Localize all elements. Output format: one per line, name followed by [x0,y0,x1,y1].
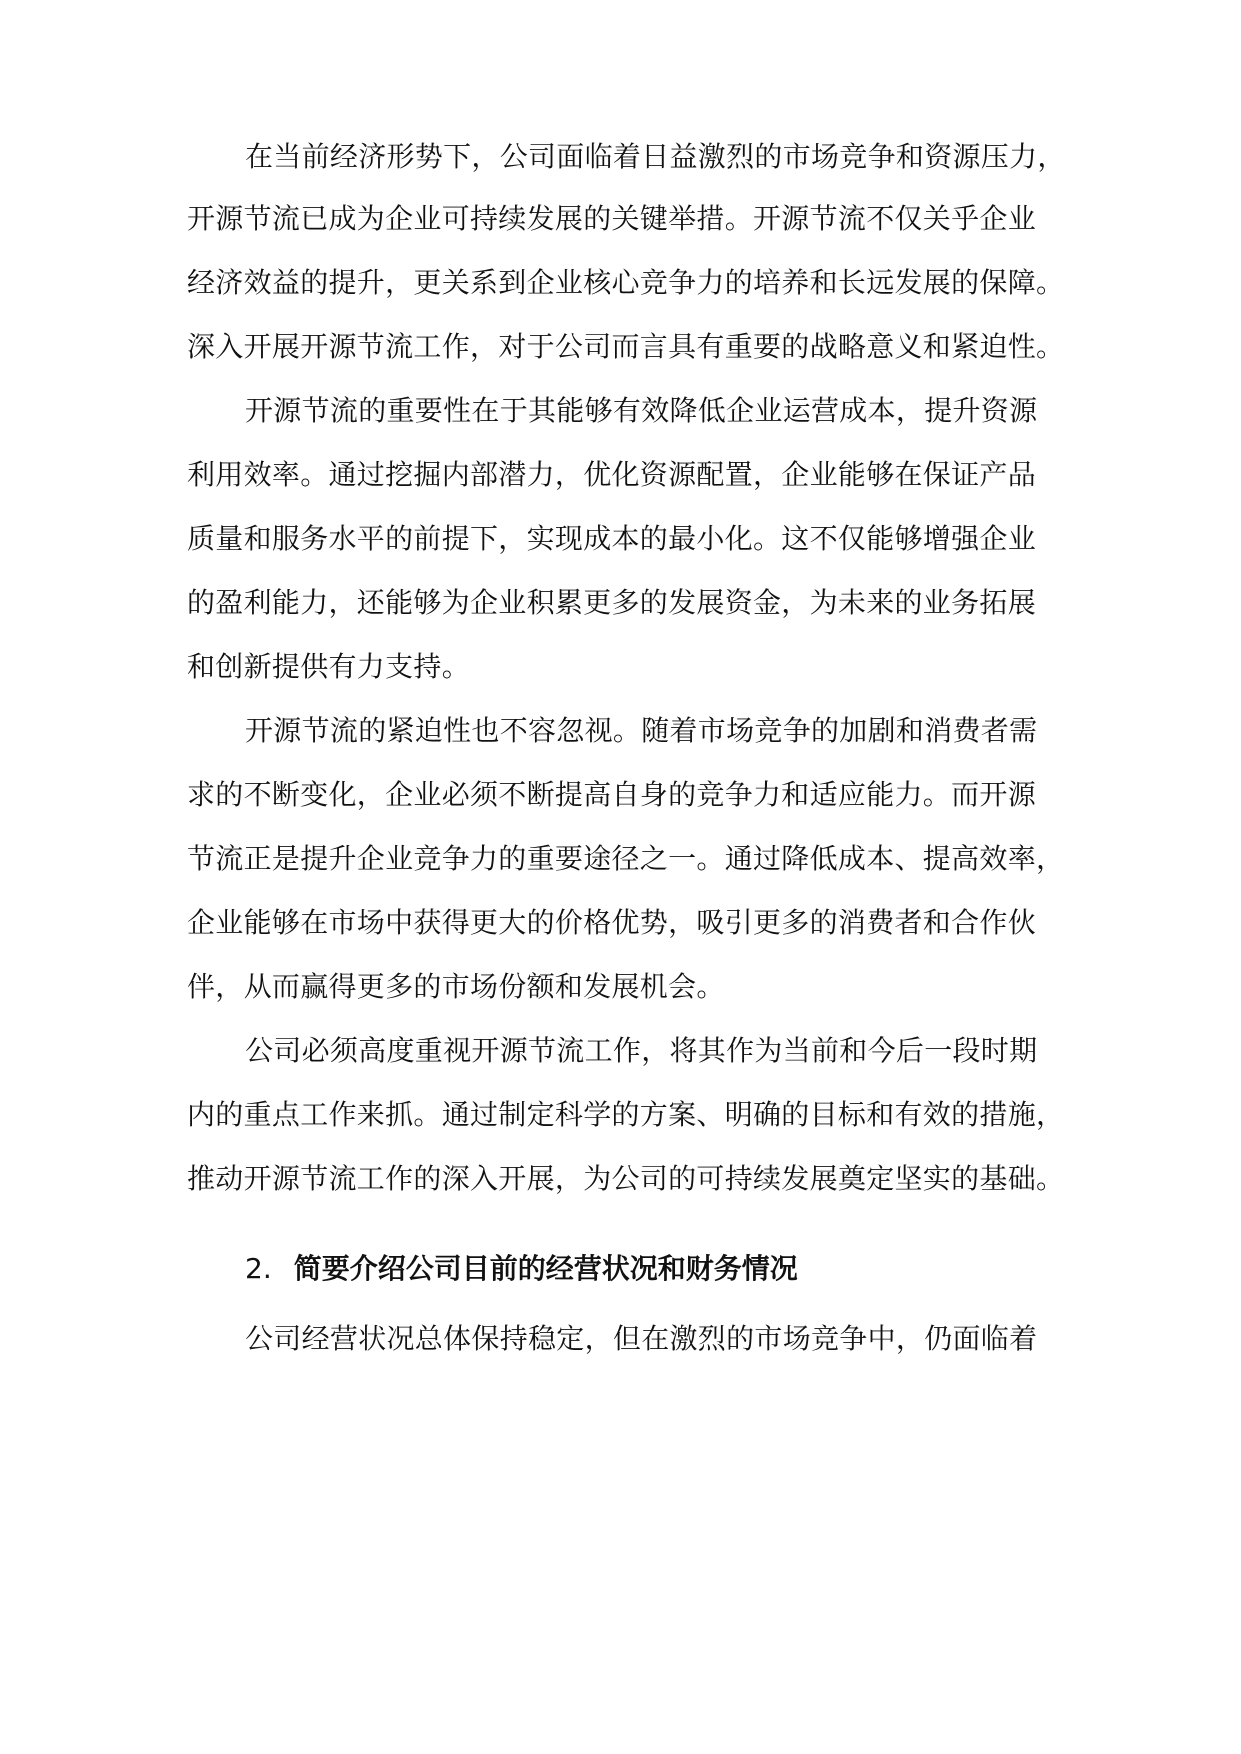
paragraph-3-line-5: 伴，从而赢得更多的市场份额和发展机会。 [187,970,725,1003]
paragraph-3-line-1: 开源节流的紧迫性也不容忽视。随着市场竞争的加剧和消费者需 [245,714,1038,747]
paragraph-4-line-3: 推动开源节流工作的深入开展，为公司的可持续发展奠定坚实的基础。 [187,1162,1065,1195]
paragraph-4-line-2: 内的重点工作来抓。通过制定科学的方案、明确的目标和有效的措施， [187,1098,1065,1131]
paragraph-2-line-1: 开源节流的重要性在于其能够有效降低企业运营成本，提升资源 [245,394,1038,427]
paragraph-2-line-5: 和创新提供有力支持。 [187,650,471,683]
paragraph-3-line-3: 节流正是提升企业竞争力的重要途径之一。通过降低成本、提高效率， [187,842,1065,875]
paragraph-2-line-4: 的盈利能力，还能够为企业积累更多的发展资金，为未来的业务拓展 [187,586,1037,619]
paragraph-2-line-2: 利用效率。通过挖掘内部潜力，优化资源配置，企业能够在保证产品 [187,458,1037,491]
section-number: 2. [245,1252,272,1285]
paragraph-1-line-3: 经济效益的提升，更关系到企业核心竞争力的培养和长远发展的保障。 [187,266,1065,299]
paragraph-3-line-4: 企业能够在市场中获得更大的价格优势，吸引更多的消费者和合作伙 [187,906,1037,939]
paragraph-4-line-1: 公司必须高度重视开源节流工作，将其作为当前和今后一段时期 [245,1034,1038,1067]
section-heading [245,1249,1095,1289]
paragraph-1-line-4: 深入开展开源节流工作，对于公司而言具有重要的战略意义和紧迫性。 [187,330,1065,363]
closing-paragraph-line-1: 公司经营状况总体保持稳定，但在激烈的市场竞争中，仍面临着 [245,1322,1038,1355]
paragraph-1-line-2: 开源节流已成为企业可持续发展的关键举措。开源节流不仅关乎企业 [187,202,1037,235]
paragraph-3-line-2: 求的不断变化，企业必须不断提高自身的竞争力和适应能力。而开源 [187,778,1037,811]
section-title: 简要介绍公司目前的经营状况和财务情况 [293,1252,798,1285]
paragraph-2-line-3: 质量和服务水平的前提下，实现成本的最小化。这不仅能够增强企业 [187,522,1037,555]
paragraph-1-line-1: 在当前经济形势下，公司面临着日益激烈的市场竞争和资源压力， [245,140,1066,173]
